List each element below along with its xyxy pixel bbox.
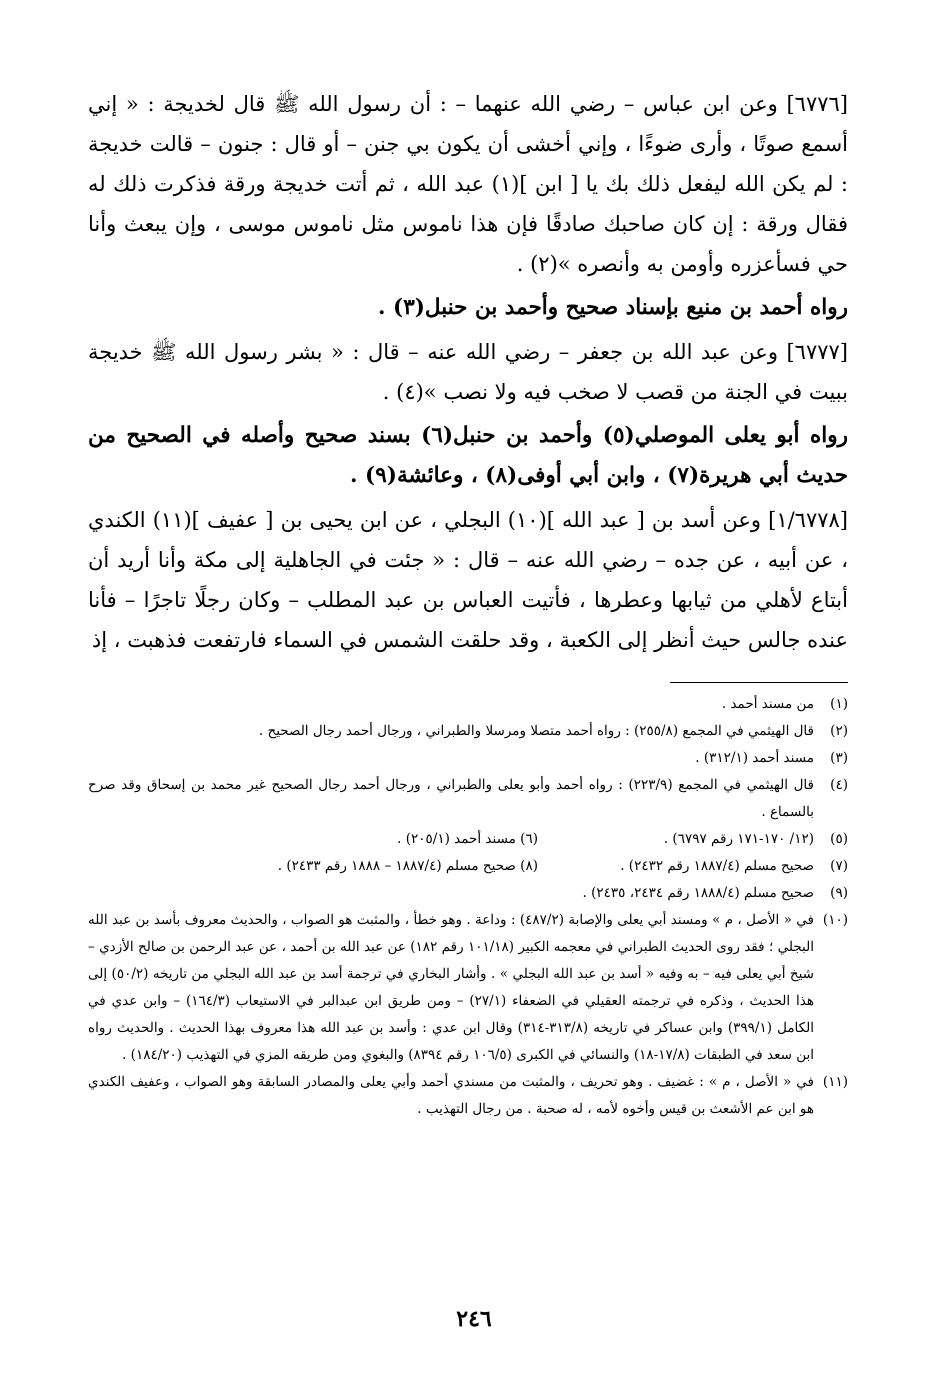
footnote-3: [88, 745, 848, 772]
footnote-separator: [670, 682, 848, 683]
footnote-number: (٣): [830, 750, 848, 766]
footnote-2: [88, 718, 848, 745]
footnote-text: مسند أحمد (٣١٢/١) .: [695, 750, 814, 766]
hadith-6777: [٦٧٧٧] وعن عبد الله بن جعفر – رضي الله عنه – قال : « بشر رسول الله ﷺ خديجة ببيت في الجنة من قصب لا صخب فيه ولا نصب »(٤) .: [88, 340, 848, 404]
footnote-text: (١٢/ ١٧٠-١٧١ رقم ٦٧٩٧) .: [663, 831, 814, 847]
hadith-6776: [٦٧٧٦] وعن ابن عباس – رضي الله عنهما – : أن رسول الله ﷺ قال لخديجة : « إني أسمع صوتًا ، وأرى ضوءًا ، وإني أخشى أن يكون بي جنن – أو قال : جنون – قالت خديجة : لم يكن الله ليفعل ذلك بك يا [ ابن ](١) عبد الله ، ثم أتت خديجة ورقة فذكرت ذلك له فقال ورقة : إن كان صاحبك صادقًا فإن هذا ناموس مثل ناموس موسى ، وإن يبعث وأنا حي فسأعزره وأومن به وأنصره »(٢) .: [88, 92, 848, 276]
footnote-text: صحيح مسلم (١٨٨٧/٤ – ١٨٨٨ رقم ٢٤٣٣) .: [277, 858, 516, 874]
footnote-number: (٦): [520, 831, 538, 847]
footnote-7-8: [88, 853, 848, 880]
footnote-number: (٤): [830, 777, 848, 793]
footnote-text: في « الأصل ، م » ومسند أبي يعلى والإصابة (٤٨٧/٢) : وداعة . وهو خطأ ، والمثبت هو الصواب ، والحديث معروف بأسد بن عبد الله البجلي ؛ فقد روى الحديث الطبراني في معجمه الكبير (١٠١/١٨ رقم ١٨٢) عن عبد الله بن أحمد ، عن عبد الرحمن بن صالح الأزدي – شيخ أبي يعلى فيه – به وفيه « أسد بن عبد الله البجلي » . وأشار البخاري في ترجمة أسد بن عبد الله البجلي من تاريخه (٥٠/٢) إلى هذا الحديث ، وذكره في ترجمته العقيلي في الضعفاء (٢٧/١) – ومن طريق ابن عبدالبر في الاستيعاب (١٦٤/٣) – وابن عدي في الكامل (٣٩٩/١) وابن عساكر في تاريخه (٣١٣/٨-٣١٤) وقال ابن عدي : وأسد بن عبد الله هذا معروف بهذا الحديث . والحديث رواه ابن سعد في الطبقات (١٧/٨-١٨) والنسائي في الكبرى (١٠٦/٥ رقم ٨٣٩٤) والبغوي ومن طريقه المزي في التهذيب (١٨٤/٢٠) .: [88, 912, 814, 1063]
footnote-1: [88, 691, 848, 718]
footnote-text: قال الهيثمي في المجمع (٢٢٣/٩) : رواه أحمد وأبو يعلى والطبراني ، ورجال أحمد رجال الصحيح غير محمد بن إسحاق وقد صرح بالسماع .: [88, 777, 814, 820]
footnotes: [88, 691, 848, 1123]
main-text: [88, 84, 848, 660]
footnote-4: [88, 772, 848, 826]
footnote-text: في « الأصل ، م » : غضيف . وهو تحريف ، والمثبت من مسندي أحمد وأبي يعلى والمصادر السابقة وهو الصواب ، وعفيف الكندي هو ابن عم الأشعث بن قيس وأخوه لأمه ، له صحبة . من رجال التهذيب .: [88, 1074, 814, 1117]
footnote-8: [278, 853, 538, 880]
page-number: ٢٤٦: [456, 1306, 492, 1332]
footnote-text: صحيح مسلم (١٨٨٨/٤ رقم ٢٤٣٤، ٢٤٣٥) .: [582, 885, 814, 901]
footnote-number: (٧): [830, 858, 848, 874]
source-note-6777: رواه أبو يعلى الموصلي(٥) وأحمد بن حنبل(٦) بسند صحيح وأصله في الصحيح من حديث أبي هريرة(٧) ، وابن أبي أوفى(٨) ، وعائشة(٩) .: [88, 423, 848, 488]
hadith-6778-1: [١/٦٧٧٨] وعن أسد بن [ عبد الله ](١٠) البجلي ، عن ابن يحيى بن [ عفيف ](١١) الكندي ، عن أبيه ، عن جده – رضي الله عنه – قال : « جئت في الجاهلية إلى مكة وأنا أريد أن أبتاع لأهلي من ثيابها وعطرها ، فأتيت العباس بن عبد المطلب – وكان رجلًا تاجرًا – فأنا عنده جالس حيث أنظر إلى الكعبة ، وقد حلقت الشمس في السماء فارتفعت فذهبت ، إذ: [88, 508, 848, 652]
footnote-9: [88, 880, 848, 907]
page-body: [88, 84, 848, 1123]
footnote-text: صحيح مسلم (١٨٨٧/٤ رقم ٢٤٣٢) .: [620, 858, 814, 874]
source-note-6776: رواه أحمد بن منيع بإسناد صحيح وأحمد بن حنبل(٣) .: [378, 295, 848, 320]
footnote-number: (٨): [520, 858, 538, 874]
footnote-text: قال الهيثمي في المجمع (٢٥٥/٨) : رواه أحمد متصلا ومرسلا والطبراني ، ورجال أحمد رجال الصحيح .: [258, 723, 814, 739]
footnote-number: (١١): [822, 1074, 848, 1090]
footnote-6: [397, 826, 538, 853]
footnote-number: (٥): [830, 831, 848, 847]
footnote-text: من مسند أحمد .: [721, 696, 814, 712]
footnote-5-6: [88, 826, 848, 853]
footnote-number: (١): [830, 696, 848, 712]
footnote-10: [88, 907, 848, 1069]
footnote-number: (٩): [830, 885, 848, 901]
footnote-number: (٢): [830, 723, 848, 739]
footnote-11: [88, 1069, 848, 1123]
footnote-number: (١٠): [822, 912, 848, 928]
footnote-text: مسند أحمد (٢٠٥/١) .: [397, 831, 516, 847]
